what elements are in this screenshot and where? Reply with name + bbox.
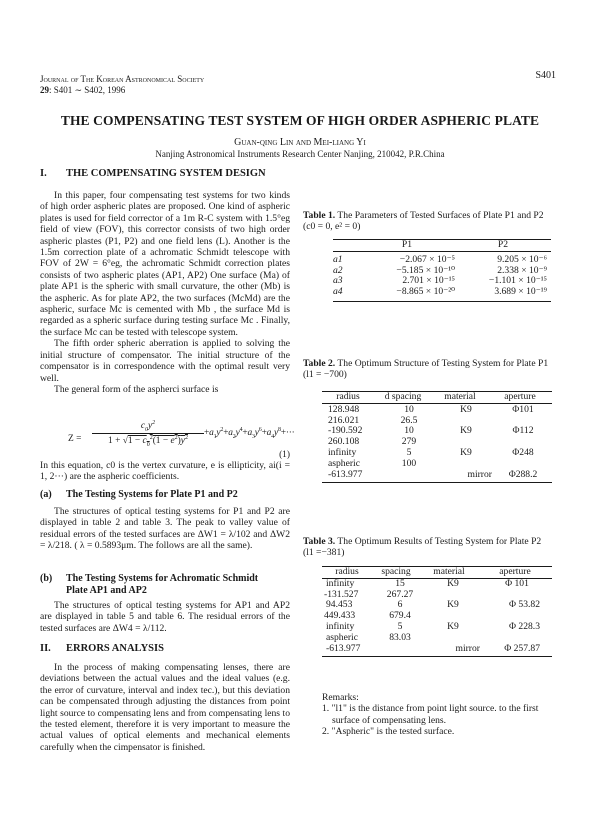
table-3-cell — [376, 644, 424, 655]
paper-authors: Guan-qing Lin and Mei-liang Yi — [234, 137, 366, 148]
table-3 — [322, 566, 552, 657]
table-3-cell: -613.977 — [326, 642, 361, 654]
table-3-caption — [303, 536, 553, 558]
remark-1: 1. "l1" is the distance from point light source. to the first surface of compensating lens. — [322, 703, 539, 726]
table-3-remarks — [322, 692, 554, 738]
table-3-cell: K9 — [447, 577, 459, 589]
table-3-cell: K9 — [447, 599, 459, 611]
section-a-heading — [40, 489, 238, 500]
table-1-cell: a4 — [333, 286, 343, 298]
table-3-cell: mirror — [455, 642, 480, 654]
section-a-title: The Testing Systems for Plate P1 and P2 — [66, 489, 238, 500]
table-3-header-cell: spacing — [381, 566, 411, 577]
paper-title: THE COMPENSATING TEST SYSTEM OF HIGH ORDER ASPHERIC PLATE — [60, 113, 540, 128]
table-2-cell: 26.5 — [400, 414, 418, 426]
table-1 — [333, 239, 551, 302]
table-1-header-row — [333, 240, 551, 251]
table-1-label: Table 1. — [303, 210, 336, 221]
table-2-label: Table 2. — [303, 358, 336, 369]
table-2-cell: Φ288.2 — [508, 468, 538, 480]
equation-numerator: $c_0y^2$ — [140, 420, 156, 433]
equation-lhs: Z = — [68, 434, 82, 444]
table-3-cell: 267.27 — [386, 588, 414, 600]
equation-number: (1) — [279, 450, 290, 460]
section-b-title-line2: Plate AP1 and AP2 — [66, 585, 147, 596]
section-b-number: (b) — [40, 573, 53, 584]
section-b-heading — [40, 573, 258, 597]
table-2-cell: mirror — [467, 468, 492, 480]
table-3-cell — [424, 633, 482, 644]
equation-denominator: $1 + √1 - c_0^2(1 - e^2)y^2$ — [108, 435, 188, 448]
table-3-cell: infinity — [326, 620, 355, 632]
journal-name: Journal of The Korean Astronomical Society — [40, 74, 205, 84]
table-3-caption-text: The Optimum Results of Testing System for Plate P2 (l1 =−381) — [303, 536, 542, 558]
section-1-paragraph-4: In this equation, c0 is the vertex curvature, e is ellipticity, ai(i = 1, 2···) are the aspheric coefficients. — [40, 460, 290, 483]
table-2-cell: 100 — [401, 457, 417, 469]
table-2-cell: 5 — [406, 446, 412, 458]
table-3-cell: Φ 53.82 — [509, 599, 540, 611]
equation-polynomial-terms: $+a_1y^2+a_2y^4+a_3y^6+a_4y^8+\cdot\cdot\cdot$ — [204, 427, 295, 440]
table-3-cell: aspheric — [326, 631, 358, 643]
table-3-label: Table 3. — [303, 536, 336, 547]
remark-2: 2. "Aspheric" is the tested surface. — [322, 726, 455, 738]
table-row — [322, 633, 552, 644]
table-2-cell: 260.108 — [328, 436, 360, 448]
section-2-title: ERRORS ANALYSIS — [66, 643, 164, 654]
table-1-header-cell: P2 — [497, 239, 509, 250]
section-1-number: I. — [40, 168, 47, 179]
table-2-cell: 10 — [404, 425, 414, 437]
table-2-caption-text: The Optimum Structure of Testing System for Plate P1 (l1 = −700) — [303, 358, 549, 380]
section-b-paragraph-1: The structures of optical testing systems for AP1 and AP2 are displayed in table 5 and table 6. The residual errors of the tested surfaces are ΔW4 = λ/112. — [40, 600, 290, 634]
table-2-cell — [380, 470, 438, 481]
table-3-cell: -131.527 — [324, 588, 359, 600]
table-2-cell — [438, 459, 494, 470]
table-1-cell: −2.067 × 10⁻⁵ — [399, 253, 455, 265]
section-a-number: (a) — [40, 489, 52, 500]
section-1-body — [40, 190, 290, 395]
equation-fraction-bar — [92, 433, 204, 434]
table-2-cell: Φ248 — [512, 446, 534, 458]
table-1-cell: −1.101 × 10⁻¹⁵ — [488, 275, 547, 287]
journal-volume — [40, 85, 204, 96]
table-row — [322, 470, 552, 481]
table-1-caption — [303, 210, 553, 232]
table-1-header-rule — [333, 251, 551, 252]
table-2-caption — [303, 358, 553, 380]
table-3-cell: 83.03 — [389, 631, 411, 643]
equation-1 — [40, 420, 295, 462]
table-3-cell: 5 — [397, 620, 403, 632]
table-row — [322, 600, 552, 611]
paper-affiliation: Nanjing Astronomical Instruments Research Center Nanjing, 210042, P.R.China — [155, 149, 445, 159]
table-row — [322, 459, 552, 470]
table-3-cell: 15 — [395, 577, 405, 589]
table-3-cell: K9 — [447, 620, 459, 632]
table-2-cell: K9 — [460, 446, 472, 458]
section-a-paragraph-1: The structures of optical testing systems for P1 and P2 are displayed in table 2 and table 3. The peak to valley value of residual errors of the tested surfaces are ΔW1 = λ/102 and ΔW2 = λ/218. ( λ = 0.5893μm. The follows are all the same). — [40, 506, 290, 552]
table-row — [322, 644, 552, 655]
table-2-cell: 279 — [401, 436, 417, 448]
table-1-cell: 2.701 × 10⁻¹⁵ — [402, 275, 455, 287]
section-b-title-line1: The Testing Systems for Achromatic Schmidt — [66, 573, 259, 584]
table-2-cell: K9 — [460, 403, 472, 415]
table-2-bottom-rule — [322, 482, 552, 483]
table-row — [333, 287, 551, 298]
table-1-cell: 3.689 × 10⁻¹⁹ — [494, 286, 547, 298]
table-2-header-row — [322, 392, 552, 403]
table-1-cell: a1 — [333, 253, 343, 265]
table-2-cell: 216.021 — [328, 414, 360, 426]
section-2-body — [40, 662, 290, 753]
table-2-cell: 10 — [404, 403, 414, 415]
section-2-number: II. — [40, 643, 51, 654]
table-row — [333, 255, 551, 266]
volume-number: 29 — [40, 85, 49, 95]
table-3-header-cell: radius — [335, 566, 359, 577]
table-1-cell: −8.865 × 10⁻²⁰ — [396, 286, 455, 298]
table-2-cell: Φ112 — [512, 425, 534, 437]
table-3-cell: Φ 257.87 — [504, 642, 540, 654]
table-2-cell: -613.977 — [328, 468, 363, 480]
section-a-body — [40, 506, 290, 552]
journal-header — [40, 74, 204, 96]
table-3-cell: 6 — [397, 599, 403, 611]
table-2-cell: infinity — [328, 446, 357, 458]
table-3-cell: 679.4 — [389, 610, 411, 622]
table-2 — [322, 391, 552, 483]
table-1-cell: 9.205 × 10⁻⁶ — [497, 253, 547, 265]
section-1-paragraph-2: The fifth order spheric aberration is applied to solving the initial structure of compensator. The initial structure of the compensator is in correspondence with the optimal result very well. — [40, 338, 290, 384]
table-3-cell — [482, 633, 552, 644]
table-2-header-cell: d spacing — [384, 391, 422, 402]
table-3-cell: 449.433 — [324, 610, 356, 622]
section-2-paragraph-1: In the process of making compensating lenses, there are deviations between the actual values and the ideal values (e.g. the error of curvature, interval and index tec.), but this deviation can be compensated through adjusting the distances from point light source to compensating lens and from compensating lens to the tested element, therefore it is very important to measure the actual values of optical elements and mechanical elements carefully when the cimpensator is finished. — [40, 662, 290, 753]
table-2-header-cell: aperture — [504, 391, 536, 402]
table-3-header-row — [322, 567, 552, 578]
table-2-header-cell: radius — [336, 391, 360, 402]
table-row — [322, 405, 552, 416]
table-2-cell: -190.592 — [328, 425, 363, 437]
table-1-cell: a3 — [333, 275, 343, 287]
table-2-cell: aspheric — [328, 457, 360, 469]
table-2-cell: Φ101 — [512, 403, 534, 415]
table-3-bottom-rule — [322, 656, 552, 657]
table-2-cell: K9 — [460, 425, 472, 437]
table-1-cell: 2.338 × 10⁻⁹ — [497, 264, 547, 276]
table-1-cell: a2 — [333, 264, 343, 276]
table-1-bottom-rule — [333, 301, 551, 302]
section-b-body — [40, 600, 290, 634]
table-3-cell: 94.453 — [326, 599, 353, 611]
section-1-title: THE COMPENSATING SYSTEM DESIGN — [66, 168, 266, 179]
table-2-cell: 128.948 — [328, 403, 360, 415]
table-2-cell — [494, 459, 552, 470]
table-1-header-cell: P1 — [401, 239, 413, 250]
table-3-cell: infinity — [326, 577, 355, 589]
section-1-paragraph-3: The general form of the aspherci surface is — [54, 383, 219, 395]
table-1-caption-text: The Parameters of Tested Surfaces of Plate P1 and P2 (c0 = 0, e² = 0) — [303, 210, 544, 232]
table-1-cell: −5.185 × 10⁻¹⁰ — [396, 264, 455, 276]
table-3-cell: Φ 101 — [505, 577, 529, 589]
remarks-title: Remarks: — [322, 692, 359, 703]
table-3-header-cell: material — [433, 566, 465, 577]
page-number: S401 — [535, 70, 556, 81]
table-2-header-cell: material — [444, 391, 476, 402]
table-3-cell: Φ 228.3 — [509, 620, 540, 632]
section-2-heading — [40, 643, 164, 654]
volume-pages: : S401 ∼ S402, 1996 — [49, 85, 126, 95]
section-1-paragraph-1: In this paper, four compensating test systems for two kinds of high order aspheric plates are proposed. One kind of aspheric plates is used for field corrector of a 1m R-C system with 1.5°eg field of view (FOV), this corrector consists of two high order aspheric plastes (P1, P2) and one field lens (L). Another is the 1.5m correction plate of a achromatic Schmidt telescope with FOV of 2W = 6°eg, the achromatic Schmidt correction plates consists of two aspheric plates (AP1, AP2) One surface (Ma) of plate AP1 is the spheric with small curvature, the other (Mb) is the aspheric. As for plate AP2, the two surfaces (McMd) are the aspheric, surface Mc is cemented with Mb , the surface Md is regarded as a spheric surface during testing surface Mc . Finally, the surface Mc can be tested with telescope system. — [40, 190, 290, 338]
table-row — [322, 579, 552, 590]
table-1-header-cell — [333, 240, 359, 251]
section-1-heading — [40, 168, 266, 179]
table-3-header-cell: aperture — [499, 566, 531, 577]
